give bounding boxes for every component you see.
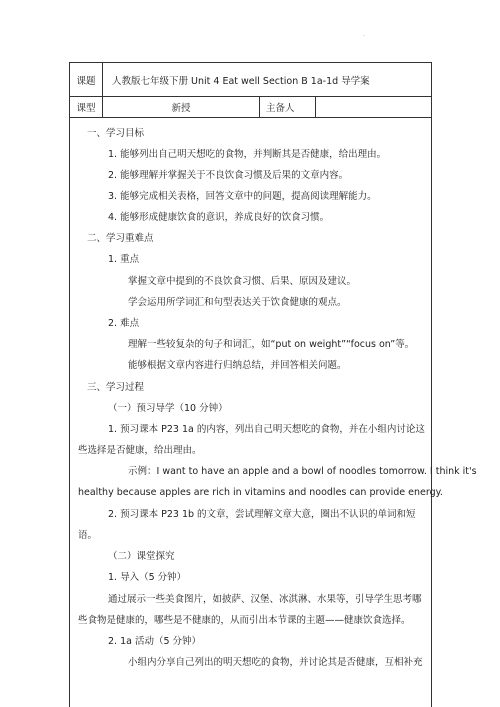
preview-item-1-line-1: 1. 预习课本 P23 1a 的内容，列出自己明天想吃的食物，并在小组内讨论这 <box>108 424 425 435</box>
objective-2: 2. 能够理解并掌握关于不良饮食习惯及后果的文章内容。 <box>108 170 349 181</box>
preview-item-2-line-2: 语。 <box>78 530 98 541</box>
example-line-1: 示例：I want to have an apple and a bowl of noodles tomorrow. I think it's <box>128 466 477 477</box>
lead-in-line-2: 些食物是健康的，哪些是不健康的，从而引出本节课的主题——健康饮食选择。 <box>78 615 411 626</box>
difficulties-heading: 2. 难点 <box>108 318 140 329</box>
preview-item-1-line-2: 些选择是否健康，给出理由。 <box>78 445 202 456</box>
type-label: 课型 <box>70 97 103 117</box>
preparer-value <box>316 97 431 117</box>
example-line-2: healthy because apples are rich in vitamins and noodles can provide energy. <box>78 487 443 498</box>
objective-4: 4. 能够形成健康饮食的意识，养成良好的饮食习惯。 <box>108 212 330 223</box>
section-heading-objectives: 一、学习目标 <box>87 128 145 139</box>
preview-item-2-line-1: 2. 预习课本 P23 1b 的文章，尝试理解文章大意，圈出不认识的单词和短 <box>108 509 416 520</box>
title-row <box>70 63 431 97</box>
difficulty-1: 理解一些较复杂的句子和词汇，如“put on weight”“focus on”等。 <box>128 339 415 350</box>
content-cell <box>70 118 477 707</box>
section-heading-process: 三、学习过程 <box>87 382 145 393</box>
objective-3: 3. 能够完成相关表格，回答文章中的问题，提高阅读理解能力。 <box>108 191 377 202</box>
page-mark: · <box>363 33 365 40</box>
lead-in-line-1: 通过展示一些美食图片，如披萨、汉堡、冰淇淋、水果等，引导学生思考哪 <box>108 594 422 605</box>
key-point-2: 学会运用所学词汇和句型表达关于饮食健康的观点。 <box>128 297 347 308</box>
lesson-plan-table <box>69 62 477 707</box>
type-value: 新授 <box>103 97 260 117</box>
activity-1a-heading: 2. 1a 活动（5 分钟） <box>108 636 202 647</box>
objective-1: 1. 能够列出自己明天想吃的食物，并判断其是否健康，给出理由。 <box>108 149 387 160</box>
key-point-1: 掌握文章中提到的不良饮食习惯、后果、原因及建议。 <box>128 276 357 287</box>
preview-heading: （一）预习导学（10 分钟） <box>108 403 228 414</box>
section-heading-key-points: 二、学习重难点 <box>87 233 154 244</box>
type-row <box>70 97 431 118</box>
title-value: 人教版七年级下册 Unit 4 Eat well Section B 1a-1d 导学案 <box>112 75 370 87</box>
key-points-heading: 1. 重点 <box>108 254 140 265</box>
lead-in-heading: 1. 导入（5 分钟） <box>108 572 187 583</box>
preparer-label: 主备人 <box>260 97 316 117</box>
difficulty-2: 能够根据文章内容进行归纳总结，并回答相关问题。 <box>128 360 347 371</box>
activity-1a-line-1: 小组内分享自己列出的明天想吃的食物，并讨论其是否健康，互相补充 <box>128 657 423 668</box>
classroom-heading: （二）课堂探究 <box>108 551 175 562</box>
title-label: 课题 <box>70 63 103 96</box>
